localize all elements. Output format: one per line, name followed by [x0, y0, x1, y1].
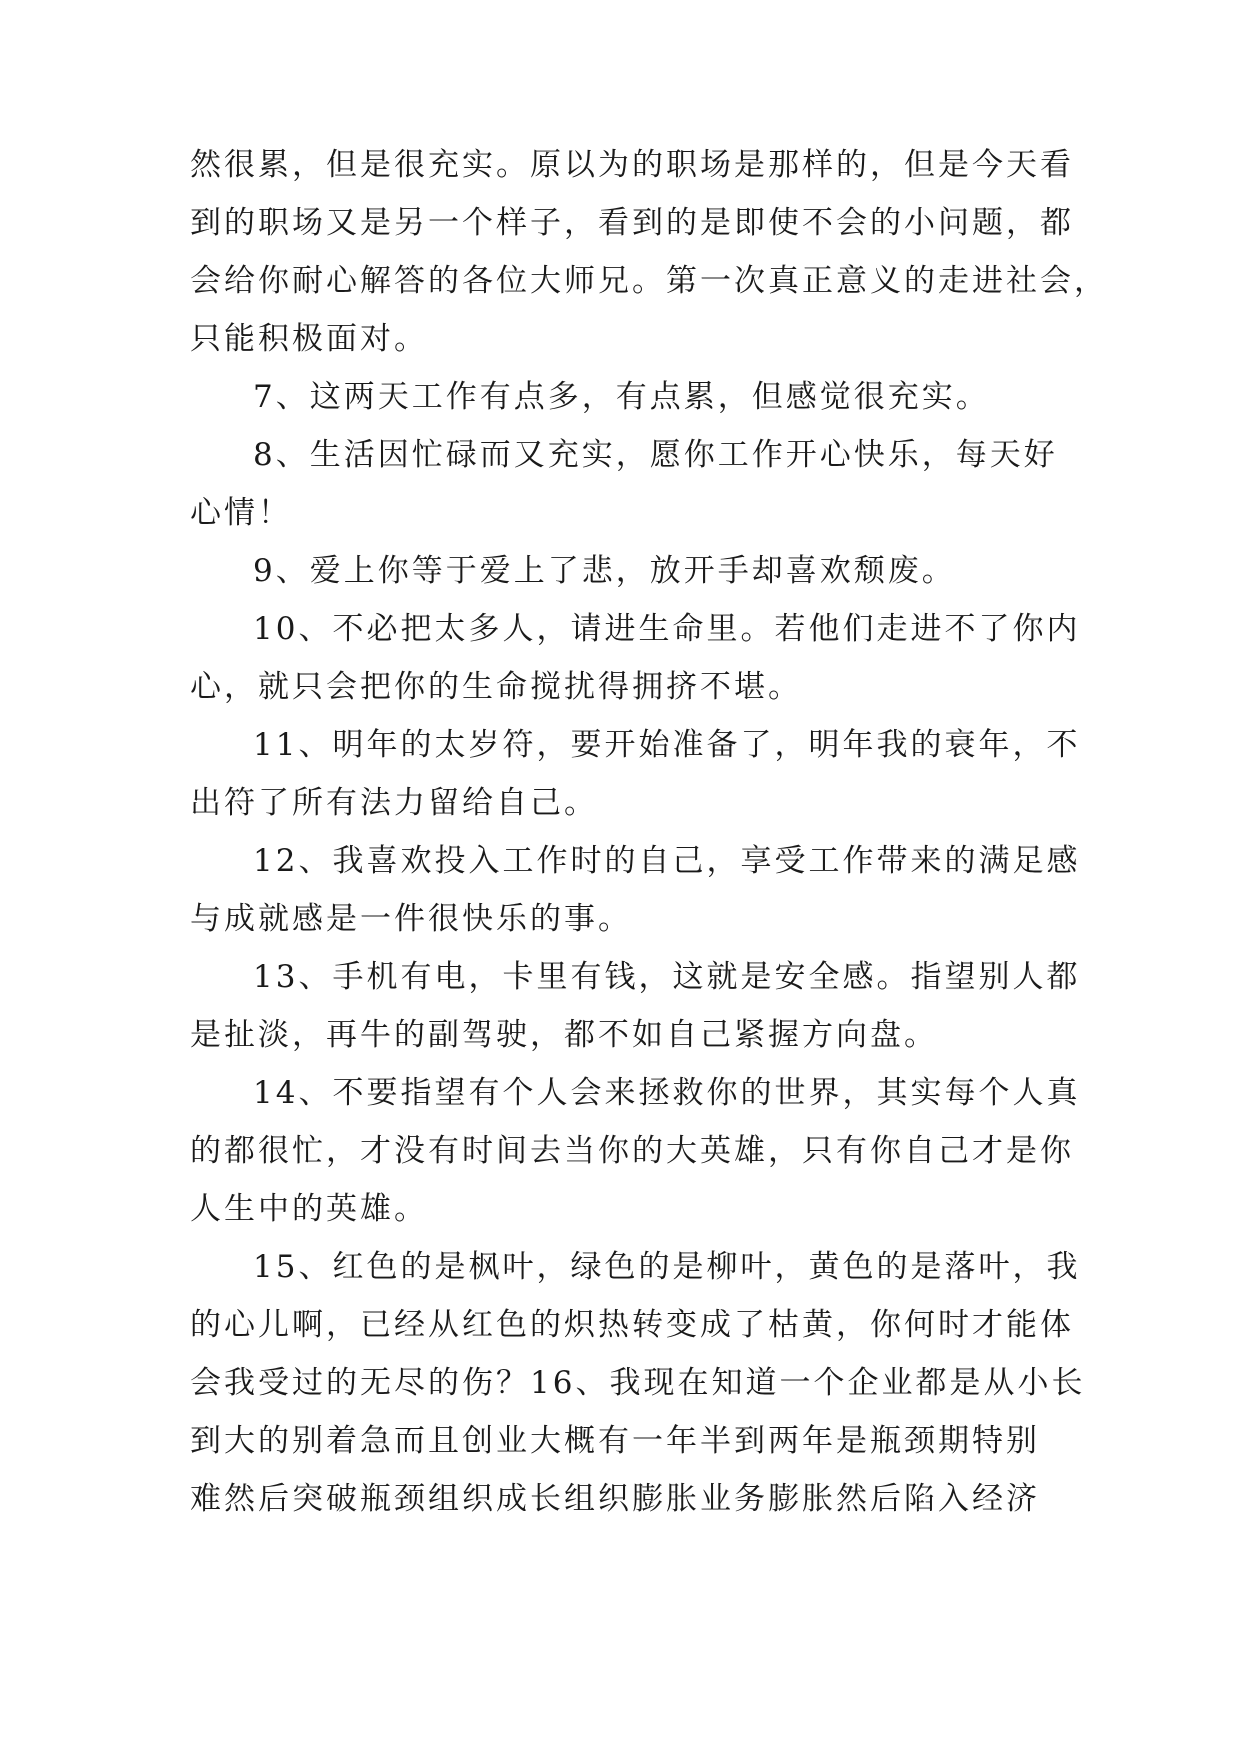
text-line: 12、我喜欢投入工作时的自己，享受工作带来的满足感: [253, 843, 1081, 879]
text-line: 心情！: [190, 495, 292, 531]
text-line: 7、这两天工作有点多，有点累，但感觉很充实。: [253, 379, 990, 415]
text-line: 的心儿啊，已经从红色的炽热转变成了枯黄，你何时才能体: [190, 1307, 1074, 1343]
text-line: 会给你耐心解答的各位大师兄。第一次真正意义的走进社会，: [190, 263, 1108, 299]
text-line: 只能积极面对。: [190, 321, 428, 357]
text-line: 13、手机有电，卡里有钱，这就是安全感。指望别人都: [253, 959, 1081, 995]
text-line: 到的职场又是另一个样子，看到的是即使不会的小问题，都: [190, 205, 1074, 241]
text-line: 到大的别着急而且创业大概有一年半到两年是瓶颈期特别: [190, 1423, 1040, 1459]
text-line: 15、红色的是枫叶，绿色的是柳叶，黄色的是落叶，我: [253, 1249, 1081, 1285]
text-line: 会我受过的无尽的伤？16、我现在知道一个企业都是从小长: [190, 1365, 1086, 1401]
text-line: 8、生活因忙碌而又充实，愿你工作开心快乐，每天好: [253, 437, 1058, 473]
text-line: 的都很忙，才没有时间去当你的大英雄，只有你自己才是你: [190, 1133, 1074, 1169]
text-line: 出符了所有法力留给自己。: [190, 785, 598, 821]
text-line: 14、不要指望有个人会来拯救你的世界，其实每个人真: [253, 1075, 1081, 1111]
text-line: 与成就感是一件很快乐的事。: [190, 901, 632, 937]
text-line: 难然后突破瓶颈组织成长组织膨胀业务膨胀然后陷入经济: [190, 1481, 1040, 1517]
text-line: 9、爱上你等于爱上了悲，放开手却喜欢颓废。: [253, 553, 956, 589]
text-line: 11、明年的太岁符，要开始准备了，明年我的衰年，不: [253, 727, 1081, 763]
text-line: 人生中的英雄。: [190, 1191, 428, 1227]
text-line: 10、不必把太多人，请进生命里。若他们走进不了你内: [253, 611, 1081, 647]
text-line: 心，就只会把你的生命搅扰得拥挤不堪。: [190, 669, 802, 705]
text-line: 然很累，但是很充实。原以为的职场是那样的，但是今天看: [190, 147, 1074, 183]
text-line: 是扯淡，再牛的副驾驶，都不如自己紧握方向盘。: [190, 1017, 938, 1053]
